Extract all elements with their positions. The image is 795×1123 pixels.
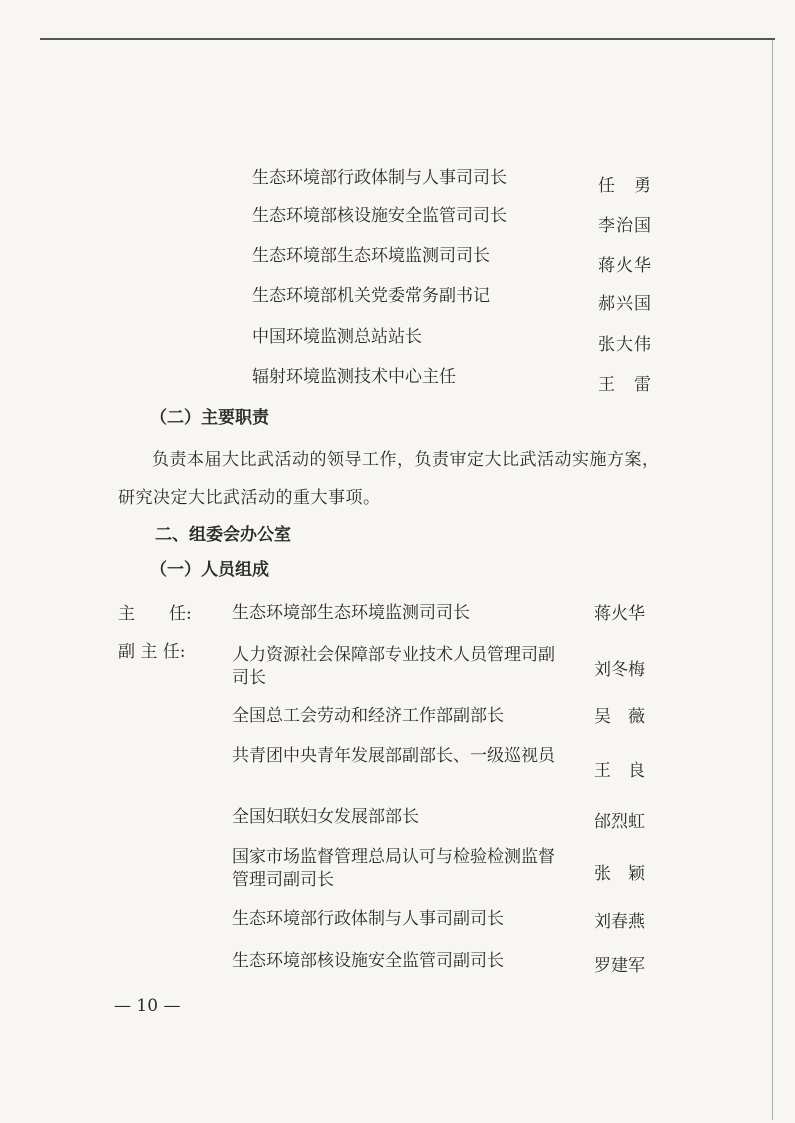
deputy-name: 邰烈虹 bbox=[594, 812, 645, 832]
deputy-title: 人力资源社会保障部专业技术人员管理司副司长 bbox=[232, 645, 555, 688]
deputy-name: 王 良 bbox=[594, 761, 645, 781]
member-name: 王 雷 bbox=[598, 375, 652, 395]
page-number: — 10 — bbox=[114, 996, 181, 1016]
top-border-line bbox=[40, 38, 775, 40]
director-title: 生态环境部生态环境监测司司长 bbox=[232, 603, 470, 623]
member-title: 中国环境监测总站站长 bbox=[252, 327, 422, 347]
member-title: 生态环境部核设施安全监管司司长 bbox=[252, 206, 507, 226]
deputy-title: 共青团中央青年发展部副部长、一级巡视员 bbox=[232, 746, 555, 766]
duties-paragraph: 负责本届大比武活动的领导工作，负责审定大比武活动实施方案，研究决定大比武活动的重大事项。 bbox=[118, 450, 660, 508]
deputy-title: 国家市场监督管理总局认可与检验检测监督管理司副司长 bbox=[232, 847, 555, 890]
member-name: 郝兴国 bbox=[598, 294, 652, 314]
member-name: 张大伟 bbox=[598, 335, 652, 355]
duties-heading: （二）主要职责 bbox=[150, 408, 269, 428]
deputy-title: 全国总工会劳动和经济工作部副部长 bbox=[232, 706, 504, 726]
deputy-title: 全国妇联妇女发展部部长 bbox=[232, 807, 419, 827]
deputy-title: 生态环境部行政体制与人事司副司长 bbox=[232, 909, 504, 929]
member-title: 生态环境部机关党委常务副书记 bbox=[252, 286, 490, 306]
director-name: 蒋火华 bbox=[594, 604, 645, 624]
member-title: 辐射环境监测技术中心主任 bbox=[252, 367, 456, 387]
composition-heading: （一）人员组成 bbox=[150, 560, 269, 580]
section-heading: 二、组委会办公室 bbox=[155, 525, 291, 545]
member-title: 生态环境部行政体制与人事司司长 bbox=[252, 168, 507, 188]
deputy-name: 刘春燕 bbox=[594, 912, 645, 932]
member-name: 李治国 bbox=[598, 216, 652, 236]
director-role: 主 任: bbox=[118, 604, 192, 624]
deputy-name: 张 颖 bbox=[594, 864, 645, 884]
member-name: 蒋火华 bbox=[598, 256, 652, 276]
member-name: 任 勇 bbox=[598, 176, 652, 196]
deputy-name: 吴 薇 bbox=[594, 707, 645, 727]
deputy-name: 罗建军 bbox=[594, 956, 645, 976]
right-border-line bbox=[772, 40, 773, 1120]
member-title: 生态环境部生态环境监测司司长 bbox=[252, 246, 490, 266]
deputy-role: 副 主 任: bbox=[118, 642, 186, 662]
deputy-title: 生态环境部核设施安全监管司副司长 bbox=[232, 951, 504, 971]
deputy-name: 刘冬梅 bbox=[594, 660, 645, 680]
